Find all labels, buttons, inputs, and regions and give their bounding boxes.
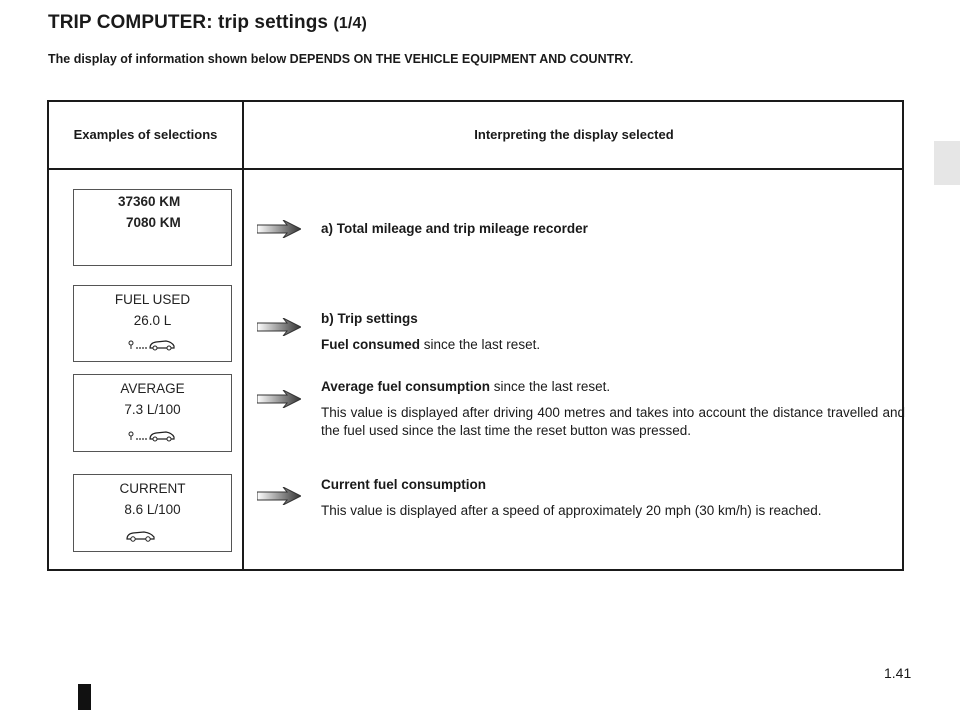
- page-title: [48, 12, 367, 34]
- page-marker-bar: [78, 684, 91, 710]
- desc-current: [321, 476, 905, 528]
- trip-settings-heading: b) Trip settings: [321, 311, 418, 326]
- title-suffix: (1/4): [333, 15, 367, 32]
- display-value: 8.6 L/100: [124, 502, 181, 517]
- desc-mileage: [321, 220, 905, 246]
- current-consumption-heading: Current fuel consumption: [321, 477, 486, 492]
- arrow-icon: [257, 487, 301, 505]
- display-current: [73, 474, 232, 552]
- column-divider: [242, 102, 244, 569]
- display-total-mileage: 37360 KM: [118, 194, 181, 209]
- display-label: FUEL USED: [114, 292, 191, 307]
- display-trip-mileage: 7080 KM: [126, 215, 181, 230]
- display-value: 7.3 L/100: [124, 402, 181, 417]
- display-label: CURRENT: [119, 481, 186, 496]
- arrow-icon: [257, 220, 301, 238]
- arrow-icon: [257, 318, 301, 336]
- page-number: 1.41: [884, 665, 912, 681]
- current-consumption-note: This value is displayed after a speed of approximately 20 mph (30 km/h) is reached.: [321, 503, 822, 518]
- arrow-icon: [257, 390, 301, 408]
- display-label: AVERAGE: [120, 381, 185, 396]
- average-consumption-text: since the last reset.: [490, 379, 611, 394]
- header-divider: [49, 168, 902, 170]
- fuel-consumed-text: since the last reset.: [420, 337, 541, 352]
- trip-settings-table: [47, 100, 904, 571]
- title-main: TRIP COMPUTER: trip settings: [48, 12, 329, 33]
- page-subtitle: The display of information shown below DEPENDS ON THE VEHICLE EQUIPMENT AND COUNTRY.: [48, 52, 634, 66]
- display-average: [73, 374, 232, 452]
- display-mileage: [73, 189, 232, 266]
- desc-average: [321, 378, 905, 448]
- fuel-consumed-label: Fuel consumed: [321, 337, 421, 352]
- average-consumption-note: This value is displayed after driving 400 metres and takes into account the distance travelled and the fuel used since the last time the reset button was pressed.: [321, 405, 905, 438]
- mileage-recorder-label: a) Total mileage and trip mileage recorder: [321, 221, 588, 236]
- average-consumption-label: Average fuel consumption: [321, 379, 491, 394]
- col-header-interpretation: Interpreting the display selected: [474, 127, 674, 142]
- pump-dots-car-icon: [128, 427, 178, 443]
- display-fuel-used: [73, 285, 232, 362]
- car-icon: [124, 527, 158, 543]
- display-value: 26.0 L: [133, 313, 172, 328]
- pump-dots-car-icon: [128, 336, 178, 352]
- section-tab: [934, 141, 960, 185]
- desc-fuel-used: [321, 310, 905, 362]
- col-header-examples: Examples of selections: [73, 127, 218, 142]
